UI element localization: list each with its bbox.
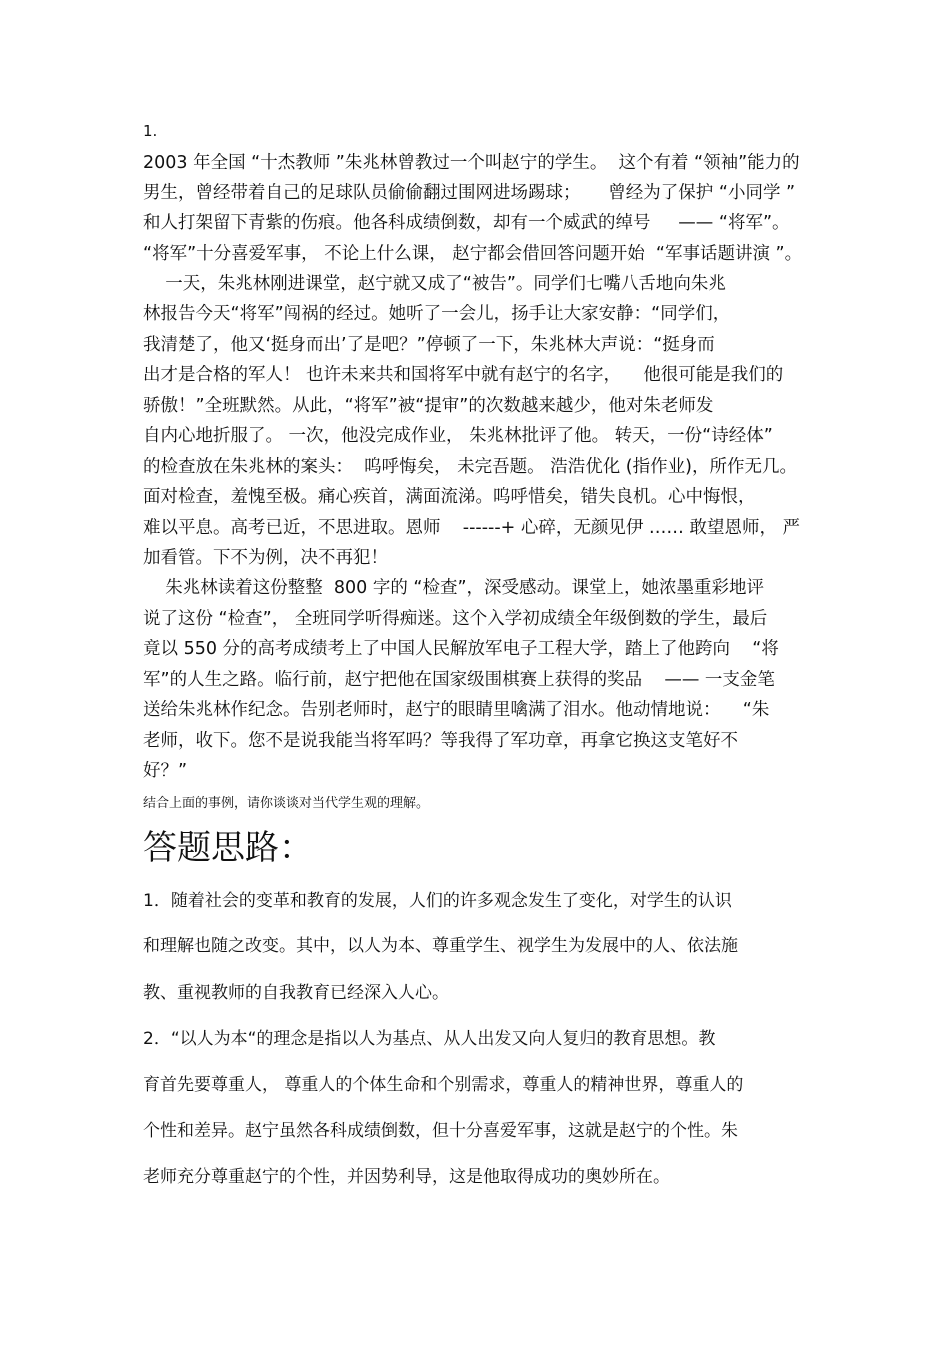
answer-line: 老师充分尊重赵宁的个性，并因势利导，这是他取得成功的奥妙所在。 xyxy=(143,1167,670,1187)
answer-line: 2．“以人为本“的理念是指以人为基点、从人出发又向人复归的教育思想。教 xyxy=(143,1029,716,1049)
question-line: 男生，曾经带着自己的足球队员偷偷翻过围网进场踢球； 曾经为了保护 “小同学 ” xyxy=(143,183,796,203)
question-line: 军”的人生之路。临行前，赵宁把他在国家级围棋赛上获得的奖品 —— 一支金笔 xyxy=(143,670,775,690)
question-line: 加看管。下不为例，决不再犯！ xyxy=(143,548,388,568)
question-number: 1. xyxy=(143,122,158,140)
question-line: 出才是合格的军人！ 也许未来共和国将军中就有赵宁的名字， 他很可能是我们的 xyxy=(143,365,784,385)
answer-heading: 答题思路： xyxy=(143,828,313,868)
question-line: 朱兆林读着这份整整 800 字的 “检查”，深受感动。课堂上，她浓墨重彩地评 xyxy=(143,578,765,598)
answer-line: 和理解也随之改变。其中，以人为本、尊重学生、视学生为发展中的人、依法施 xyxy=(143,936,738,956)
question-line: 林报告今天“将军”闯祸的经过。她听了一会儿，扬手让大家安静：“同学们， xyxy=(143,304,731,324)
question-line: 的检查放在朱兆林的案头： 呜呼悔矣， 未完吾题。 浩浩优化 (指作业)，所作无几。 xyxy=(143,457,797,477)
answer-line: 育首先要尊重人， 尊重人的个体生命和个别需求，尊重人的精神世界，尊重人的 xyxy=(143,1075,744,1095)
answer-line: 1．随着社会的变革和教育的发展，人们的许多观念发生了变化，对学生的认识 xyxy=(143,891,732,911)
question-prompt: 结合上面的事例，请你谈谈对当代学生观的理解。 xyxy=(143,796,430,811)
question-line: 竟以 550 分的高考成绩考上了中国人民解放军电子工程大学，踏上了他跨向 “将 xyxy=(143,639,779,659)
question-line: 面对检查，羞愧至极。痛心疾首，满面流涕。呜呼惜矣，错失良机。心中悔恨， xyxy=(143,487,756,507)
question-line: 难以平息。高考已近，不思进取。恩师 ------+ 心碎，无颜见伊 …… 敢望恩师， 严 xyxy=(143,518,801,538)
question-line: 好？” xyxy=(143,761,188,781)
question-line: 我清楚了，他又‘挺身而出’了是吧？”停顿了一下，朱兆林大声说：“挺身而 xyxy=(143,335,715,355)
question-line: 送给朱兆林作纪念。告别老师时，赵宁的眼睛里噙满了泪水。他动情地说： “朱 xyxy=(143,700,770,720)
question-line: 老师，收下。您不是说我能当将军吗？等我得了军功章，再拿它换这支笔好不 xyxy=(143,731,738,751)
answer-line: 教、重视教师的自我教育已经深入人心。 xyxy=(143,983,449,1003)
question-line: “将军”十分喜爱军事， 不论上什么课， 赵宁都会借回答问题开始 “军事话题讲演 ”。 xyxy=(143,244,803,264)
question-line: 自内心地折服了。 一次，他没完成作业， 朱兆林批评了他。 转天，一份“诗经体” xyxy=(143,426,773,446)
answer-line: 个性和差异。赵宁虽然各科成绩倒数，但十分喜爱军事，这就是赵宁的个性。朱 xyxy=(143,1121,738,1141)
question-line: 一天，朱兆林刚进课堂，赵宁就又成了“被告”。同学们七嘴八舌地向朱兆 xyxy=(143,274,726,294)
question-line: 和人打架留下青紫的伤痕。他各科成绩倒数，却有一个威武的绰号 —— “将军”。 xyxy=(143,213,790,233)
question-line: 说了这份 “检查”， 全班同学听得痴迷。这个入学初成绩全年级倒数的学生，最后 xyxy=(143,609,768,629)
question-line: 2003 年全国 “十杰教师 ”朱兆林曾教过一个叫赵宁的学生。 这个有着 “领袖”能力的 xyxy=(143,153,800,173)
question-line: 骄傲！”全班默然。从此，“将军”被“提审”的次数越来越少，他对朱老师发 xyxy=(143,396,714,416)
